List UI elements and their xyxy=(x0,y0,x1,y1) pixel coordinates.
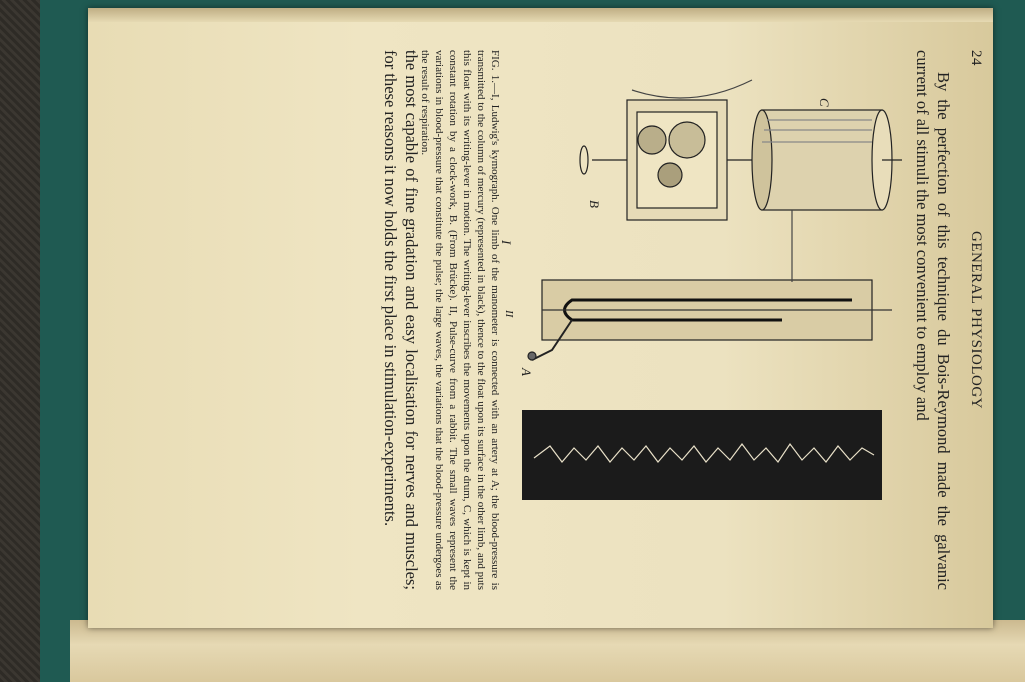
drum-drawing xyxy=(727,110,902,210)
clockwork-drawing xyxy=(580,100,727,220)
running-header xyxy=(960,20,984,620)
figure-caption: FIG. 1.—I, Ludwig's kymograph. One limb of the manometer is connected with an artery at A; the blood-pressure is transmitted to the column of mercury (represented in black), thence to the float upon its surface in the other limb, and puts this float with its writing-lever in motion. The writing-lever inscribes the movements upon the drum, C, which is kept in constant rotation by a clock-work, B. (From Brücke). II, Pulse-curve from a rabbit. The small waves represent the variations in blood-pressure that constitute the pulse; the large waves, the variations that the blood-pressure undergoes as the result of respiration. xyxy=(419,50,501,590)
paragraph-bottom: the most capable of fine gradation and easy localisation for nerves and muscles; for these reasons it now holds the first place in stimulation-experiments. xyxy=(381,50,421,590)
label-c: C xyxy=(817,98,832,107)
label-two: II xyxy=(503,310,515,318)
figure-illustration xyxy=(499,50,902,590)
label-a: A xyxy=(519,368,534,376)
manometer-drawing xyxy=(528,280,892,360)
rotated-page-content xyxy=(102,20,1002,620)
running-head: GENERAL PHYSIOLOGY xyxy=(968,230,984,410)
page-edges xyxy=(70,620,1025,682)
label-one: I xyxy=(499,240,514,245)
kymograph-illustration xyxy=(502,50,902,590)
paragraph-top: By the perfection of this technique du Bois-Reymond made the galvanic current of all stimuli the most convenient to employ and xyxy=(913,50,953,590)
pulse-curve-plate xyxy=(522,410,882,500)
page-number: 24 xyxy=(968,50,984,66)
label-b: B xyxy=(587,200,602,208)
